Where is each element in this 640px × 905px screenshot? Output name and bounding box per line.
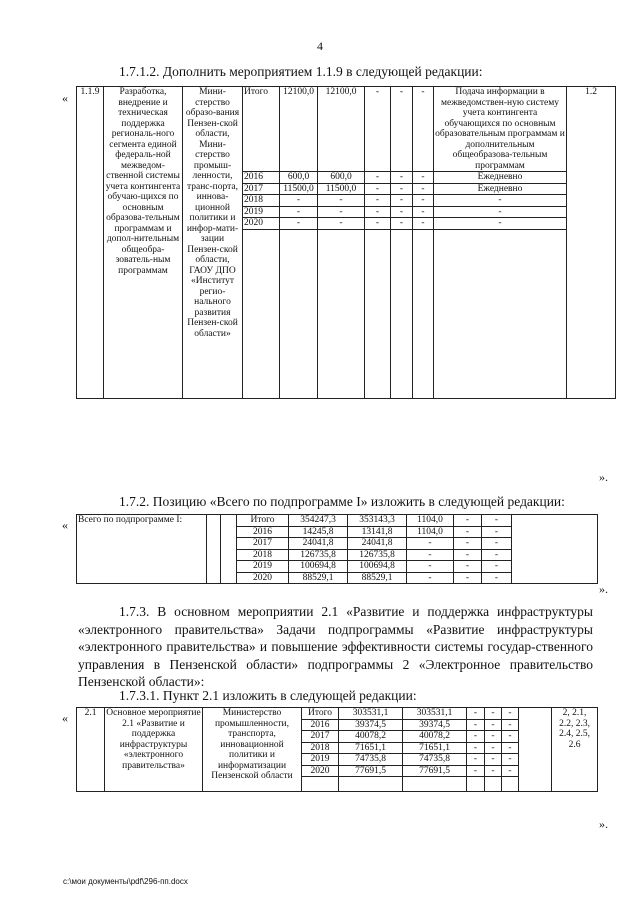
- table-cell-value: -: [454, 561, 482, 573]
- table-cell-value: -: [413, 87, 434, 172]
- section-heading-1-7-1-2: 1.7.1.2. Дополнить мероприятием 1.1.9 в следующей редакции:: [119, 64, 483, 79]
- table-cell-value: -: [502, 742, 519, 754]
- close-quote-3: ».: [599, 817, 608, 831]
- table-cell-value: -: [391, 218, 413, 230]
- table-cell-total: 24041,8: [289, 538, 348, 550]
- table-cell-value: -: [502, 754, 519, 766]
- blank-cell: [413, 229, 434, 398]
- measure-name: Разработка, внедрение и техническая поддержка региональ-ного сегмента единой федераль-ной межведом-ственной системы учета контингента обучаю-щихся по основным образова-тельным программам и допол-нительным общеобра-зователь-ным программам: [104, 87, 183, 399]
- table-cell-year: 2016: [237, 526, 289, 538]
- table-cell-value: -: [502, 719, 519, 731]
- blank-cell: [403, 777, 467, 792]
- table-cell-value: -: [407, 561, 454, 573]
- table-cell-value: -: [454, 538, 482, 550]
- table-cell-total: 71651,1: [339, 742, 403, 754]
- subprogram-label: Всего по подпрограмме I:: [77, 515, 207, 584]
- executors: Министерство промышленности, транспорта, инновационной политики и информатизации Пензенской области: [203, 708, 302, 792]
- blank-cell: [207, 515, 221, 584]
- indicator: Ежедневно: [434, 172, 567, 184]
- close-quote-1: ».: [599, 470, 608, 484]
- blank-cell: [243, 229, 280, 398]
- table-cell-total: 40078,2: [339, 731, 403, 743]
- table-cell-total: -: [280, 206, 318, 218]
- table-row: [77, 515, 598, 527]
- table-cell-value: -: [482, 561, 512, 573]
- table-cell-value: -: [318, 218, 365, 230]
- table-cell-value: -: [467, 708, 485, 720]
- table-cell-value: 353143,3: [348, 515, 407, 527]
- table-cell-total: 39374,5: [339, 719, 403, 731]
- table-cell-value: 11500,0: [318, 183, 365, 195]
- table-cell-value: -: [467, 719, 485, 731]
- blank-cell: [467, 777, 485, 792]
- table-cell-value: -: [413, 172, 434, 184]
- blank-cell: [318, 229, 365, 398]
- table-cell-value: 88529,1: [348, 572, 407, 584]
- table-cell-value: -: [454, 549, 482, 561]
- table-cell-value: -: [318, 206, 365, 218]
- table-cell-value: -: [485, 765, 502, 777]
- blank-cell: [391, 229, 413, 398]
- table-cell-value: -: [482, 572, 512, 584]
- table-cell-total: 11500,0: [280, 183, 318, 195]
- open-quote-2: «: [62, 518, 68, 532]
- table-cell-value: -: [467, 754, 485, 766]
- close-quote-2: ».: [599, 582, 608, 596]
- table-cell-value: -: [485, 708, 502, 720]
- footer-file-path: c:\мои документы\pdf\296-пп.docx: [63, 877, 188, 886]
- table-cell-value: -: [365, 87, 391, 172]
- table-cell-value: -: [413, 183, 434, 195]
- table-cell-value: -: [413, 206, 434, 218]
- table-cell-year: 2017: [302, 731, 339, 743]
- section-paragraph-1-7-3: [78, 603, 593, 691]
- table-cell-value: 40078,2: [403, 731, 467, 743]
- table-cell-value: -: [454, 515, 482, 527]
- blank-cell: [221, 515, 237, 584]
- table-cell-year: Итого: [302, 708, 339, 720]
- table-cell-total: 303531,1: [339, 708, 403, 720]
- item-number: 2.1: [77, 708, 105, 792]
- table-cell-year: Итого: [243, 87, 280, 172]
- table-cell-value: 13141,8: [348, 526, 407, 538]
- table-cell-year: 2020: [237, 572, 289, 584]
- table-cell-value: -: [365, 195, 391, 207]
- table-cell-value: -: [482, 549, 512, 561]
- table-cell-total: 126735,8: [289, 549, 348, 561]
- table-cell-value: 74735,8: [403, 754, 467, 766]
- table-cell-value: -: [365, 172, 391, 184]
- section-heading-1-7-3-1: 1.7.3.1. Пункт 2.1 изложить в следующей редакции:: [119, 688, 417, 703]
- table-cell-value: -: [482, 538, 512, 550]
- table-cell-value: -: [502, 708, 519, 720]
- indicator: Ежедневно: [434, 183, 567, 195]
- table-cell-value: -: [391, 183, 413, 195]
- table-cell-value: 24041,8: [348, 538, 407, 550]
- table-cell-value: -: [391, 87, 413, 172]
- ref-numbers: 2, 2.1, 2.2, 2.3, 2.4, 2.5, 2.6: [552, 708, 598, 792]
- blank-cell: [434, 229, 567, 398]
- table-cell-total: 88529,1: [289, 572, 348, 584]
- table-cell-year: 2020: [302, 765, 339, 777]
- blank-cell: [519, 708, 552, 792]
- table-cell-value: 39374,5: [403, 719, 467, 731]
- table-cell-total: -: [280, 195, 318, 207]
- table-cell-value: -: [467, 742, 485, 754]
- table-cell-value: 126735,8: [348, 549, 407, 561]
- table-cell-value: -: [502, 765, 519, 777]
- table-cell-value: -: [407, 549, 454, 561]
- blank-cell: [512, 515, 598, 584]
- indicator: -: [434, 206, 567, 218]
- table-item-1-1-9: [76, 86, 616, 399]
- table-cell-value: -: [467, 765, 485, 777]
- table-cell-total: 100694,8: [289, 561, 348, 573]
- table-cell-year: 2018: [237, 549, 289, 561]
- blank-cell: [339, 777, 403, 792]
- table-cell-value: 77691,5: [403, 765, 467, 777]
- table-row: [77, 708, 598, 720]
- table-cell-value: 71651,1: [403, 742, 467, 754]
- table-cell-total: 14245,8: [289, 526, 348, 538]
- table-cell-value: 100694,8: [348, 561, 407, 573]
- blank-cell: [485, 777, 502, 792]
- table-cell-value: -: [318, 195, 365, 207]
- table-subprogram-total: [76, 514, 598, 584]
- indicator: Подача информации в межведомствен-ную систему учета контингента обучающихся по основным образовательным программам и дополнительным общеобразова-тельным программам: [435, 87, 565, 171]
- table-cell-value: -: [454, 572, 482, 584]
- indicator: -: [434, 195, 567, 207]
- table-cell-value: -: [365, 218, 391, 230]
- executors: Мини-стерство образо-вания Пензен-ской области, Мини-стерство промыш-ленности, транс-порта, иннова-ционной политики и инфор-мати-зации Пензен-ской области, ГАОУ ДПО «Институт регио-нального развития Пензен-ской области»: [183, 87, 243, 399]
- table-cell-value: -: [482, 515, 512, 527]
- table-cell-year: 2019: [237, 561, 289, 573]
- table-cell-year: 2017: [237, 538, 289, 550]
- table-cell-year: 2019: [243, 206, 280, 218]
- indicator: -: [434, 218, 567, 230]
- table-cell-value: -: [467, 731, 485, 743]
- table-cell-total: -: [280, 218, 318, 230]
- table-cell-total: 77691,5: [339, 765, 403, 777]
- blank-cell: [365, 229, 391, 398]
- table-cell-total: 600,0: [280, 172, 318, 184]
- table-cell-value: -: [502, 731, 519, 743]
- table-cell-value: -: [413, 195, 434, 207]
- table-cell-value: 1104,0: [407, 515, 454, 527]
- table-cell-year: 2020: [243, 218, 280, 230]
- table-cell-value: 12100,0: [318, 87, 365, 172]
- table-cell-year: 2018: [302, 742, 339, 754]
- table-cell-value: -: [407, 572, 454, 584]
- table-cell-value: -: [413, 218, 434, 230]
- section-heading-1-7-2: 1.7.2. Позицию «Всего по подпрограмме I» изложить в следующей редакции:: [119, 494, 565, 509]
- table-cell-value: -: [391, 206, 413, 218]
- page-number: 4: [317, 39, 323, 53]
- table-cell-year: 2017: [243, 183, 280, 195]
- table-cell-year: Итого: [237, 515, 289, 527]
- open-quote-3: «: [62, 711, 68, 725]
- blank-cell: [302, 777, 339, 792]
- table-cell-year: 2016: [302, 719, 339, 731]
- table-cell-total: 12100,0: [280, 87, 318, 172]
- table-item-2-1: [76, 707, 598, 792]
- table-cell-year: 2018: [243, 195, 280, 207]
- item-number: 1.1.9: [77, 87, 104, 399]
- paragraph-text: 1.7.3. В основном мероприятии 2.1 «Развитие и поддержка инфраструктуры «электронного правительства» Задачи подпрограммы «Развитие инфраструктуры «электронного правительства» и повышение эффективности системы государ-ственного управления в Пензенской области» подпрограммы 2 «Электронное правительство Пензенской области»:: [78, 604, 593, 689]
- table-cell-total: 74735,8: [339, 754, 403, 766]
- table-cell-value: 1104,0: [407, 526, 454, 538]
- blank-cell: [280, 229, 318, 398]
- table-cell-value: -: [485, 719, 502, 731]
- table-cell-value: -: [485, 754, 502, 766]
- open-quote-1: «: [62, 91, 68, 105]
- table-cell-value: -: [391, 195, 413, 207]
- table-cell-value: -: [482, 526, 512, 538]
- table-cell-total: 354247,3: [289, 515, 348, 527]
- measure-name: Основное мероприятие 2.1 «Развитие и поддержка инфраструктуры «электронного правительства»: [105, 708, 203, 792]
- table-cell-value: 600,0: [318, 172, 365, 184]
- table-cell-year: 2019: [302, 754, 339, 766]
- table-cell-value: -: [454, 526, 482, 538]
- table-cell-value: -: [485, 731, 502, 743]
- blank-cell: [502, 777, 519, 792]
- table-cell-value: -: [407, 538, 454, 550]
- table-cell-value: -: [365, 183, 391, 195]
- ref-number: 1.2: [567, 87, 616, 399]
- table-cell-value: -: [365, 206, 391, 218]
- table-cell-value: -: [391, 172, 413, 184]
- table-cell-year: 2016: [243, 172, 280, 184]
- table-cell-value: -: [485, 742, 502, 754]
- table-cell-value: 303531,1: [403, 708, 467, 720]
